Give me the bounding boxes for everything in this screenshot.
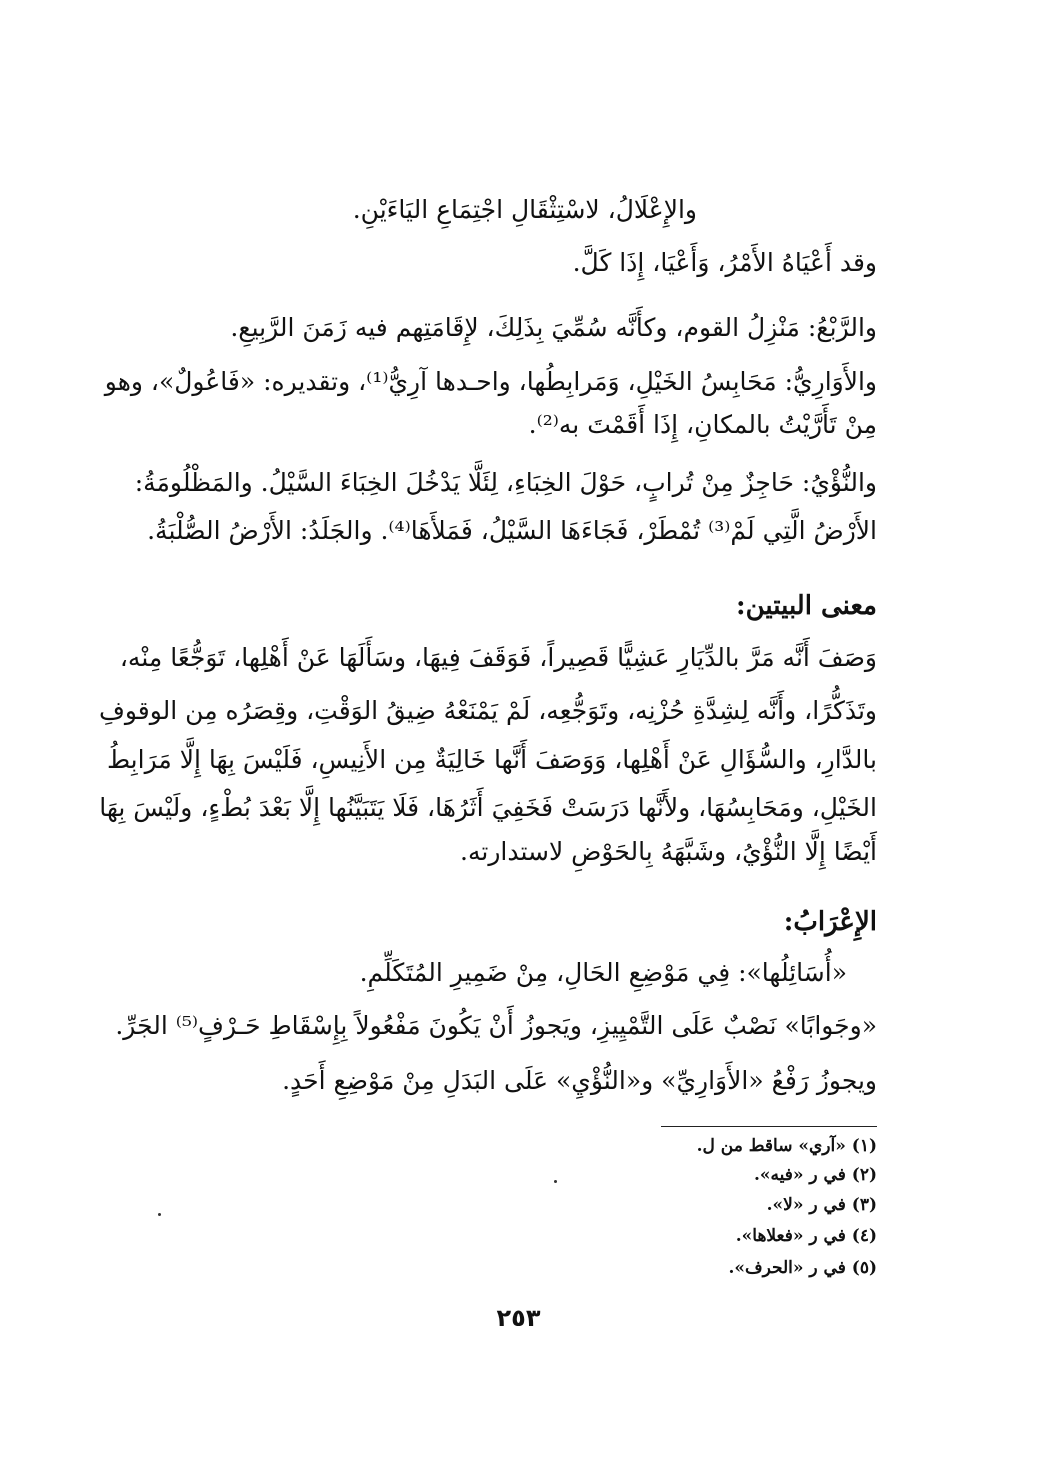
meaning-line: وتَذَكُّرًا، وأَنَّه لِشِدَّةِ حُزْنِه، وتَوَجُّعِه، لَمْ يَمْنَعْهُ ضِيقُ الوَقْتِ، وقِصَرُه مِن الوقوفِ bbox=[98, 696, 877, 725]
body-line: الأَرْضُ الَّتِي لَمْ⁽³⁾ تُمْطَرْ، فَجَاءَهَا السَّيْلُ، فَمَلأَهَا⁽⁴⁾. والجَلَدُ: الأَرْضُ الصُّلْبَةُ. bbox=[147, 516, 877, 545]
section-heading-irab: الإِعْرَابُ: bbox=[783, 907, 877, 937]
footnote: (٤) في ر «فعلاها». bbox=[735, 1226, 877, 1246]
meaning-line: أَيْضًا إِلَّا النُّؤْيُ، وشَبَّهَهُ بِالحَوْضِ لاستدارته. bbox=[460, 837, 877, 866]
print-speck bbox=[554, 1180, 557, 1183]
body-line: مِنْ تَأَرَّيْتُ بالمكانِ، إِذَا أَقَمْتَ به⁽²⁾. bbox=[528, 410, 877, 439]
print-speck bbox=[158, 1213, 161, 1216]
body-line: والأَوَارِيُّ: مَحَابِسُ الخَيْلِ، وَمَرابِطُها، واحـدها آرِيُّ⁽¹⁾، وتقديره: «فَاعُولٌ»، وهو bbox=[104, 367, 877, 396]
page-number: ٢٥٣ bbox=[496, 1304, 541, 1332]
irab-line: ويجوزُ رَفْعُ «الأَوَارِيِّ» و«النُّؤْيِ» عَلَى البَدَلِ مِنْ مَوْضِعِ أَحَدٍ. bbox=[282, 1066, 877, 1095]
irab-line: «وجَوابًا» نَصْبٌ عَلَى التَّمْيِيزِ، ويَجوزُ أَنْ يَكُونَ مَفْعُولاً بِإِسْقَاطِ حَـرْفٍ⁽⁵⁾ الجَرِّ. bbox=[115, 1011, 877, 1040]
footnote: (٢) في ر «فيه». bbox=[753, 1165, 877, 1185]
section-heading-meaning: معنى البيتين: bbox=[736, 591, 877, 621]
body-line: وقد أَعْيَاهُ الأَمْرُ، وَأَعْيَا، إِذَا كَلَّ. bbox=[572, 248, 877, 277]
footnote: (٣) في ر «لا». bbox=[766, 1195, 877, 1215]
body-line: والرَّبْعُ: مَنْزِلُ القوم، وكأَنَّه سُمِّيَ بِذَلِكَ، لإِقَامَتِهم فيه زَمَنَ الرَّبِيعِ. bbox=[230, 313, 877, 342]
irab-line: «أُسَائِلُها»: فِي مَوْضِعِ الحَالِ، مِنْ ضَمِيرِ المُتَكَلِّمِ. bbox=[359, 958, 847, 987]
meaning-line: بالدَّارِ، والسُّؤَالِ عَنْ أَهْلِها، وَوَصَفَ أَنَّها خَالِيَةٌ مِن الأَنِيسِ، فَلَيْسَ بِهَا إِلَّا مَرَابِطُ bbox=[106, 745, 877, 774]
meaning-line: الخَيْلِ، ومَحَابِسُهَا، ولأَنَّها دَرَسَتْ فَخَفِيَ أَثَرُهَا، فَلَا يَتَبَيَّنُها إِلَّا بَعْدَ بُطْءٍ، ولَيْسَ بِهَا bbox=[99, 793, 877, 822]
meaning-line: وَصَفَ أَنَّه مَرَّ بالدِّيَارِ عَشِيًّا قَصِيراً، فَوَقَفَ فِيهَا، وسَأَلَهَا عَنْ أَهْلِها، تَوَجُّعًا مِنْه، bbox=[119, 643, 877, 672]
footnote: (١) «آري» ساقط من ل. bbox=[696, 1136, 877, 1156]
body-line: والنُّؤْيُ: حَاجِزٌ مِنْ تُرابٍ، حَوْلَ الخِبَاءِ، لِئَلَّا يَدْخُلَ الخِبَاءَ السَّيْلُ. والمَظْلُومَةُ: bbox=[134, 468, 877, 497]
footnote: (٥) في ر «الحرف». bbox=[728, 1258, 877, 1278]
footnote-divider bbox=[661, 1126, 877, 1127]
body-line: والإِعْلَالُ، لاسْتِثْقَالِ اجْتِمَاعِ اليَاءَيْنِ. bbox=[352, 195, 697, 224]
